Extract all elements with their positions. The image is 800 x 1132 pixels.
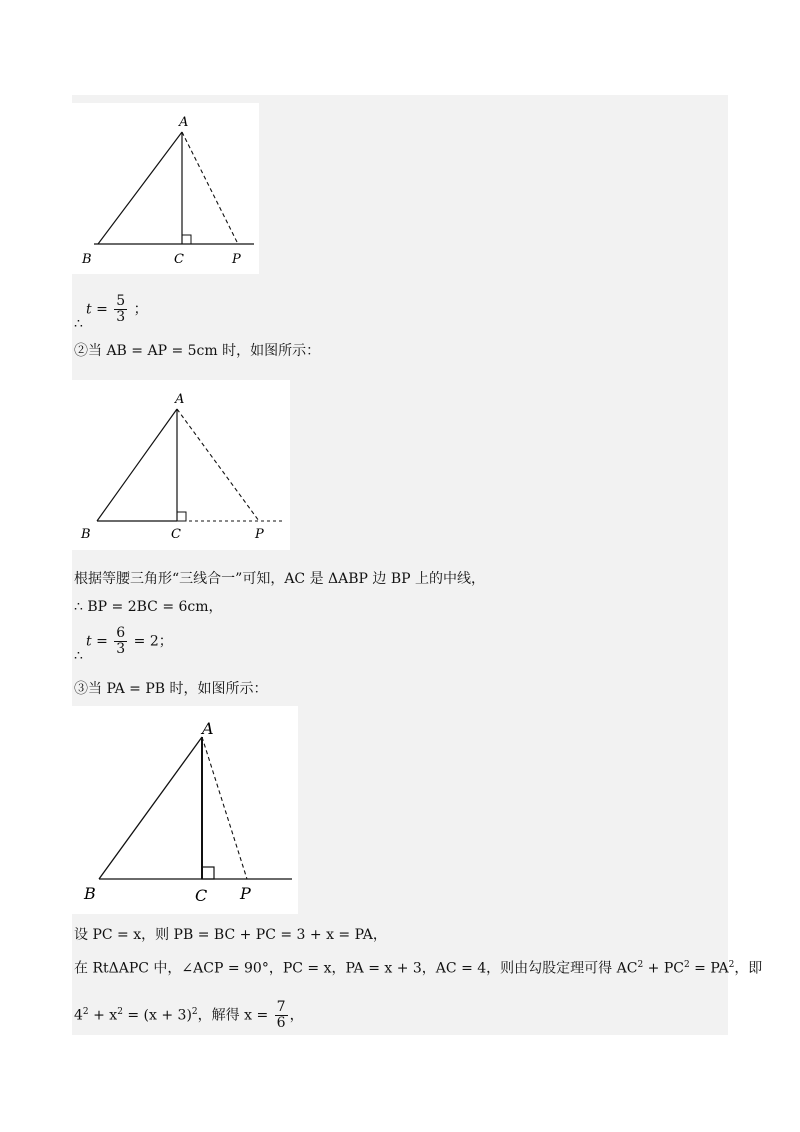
label-p: P [240,884,251,903]
t2-suffix: = 2； [133,633,173,650]
eq-sq3: 2 [191,1006,198,1017]
right-angle-mark [202,867,214,879]
dashed-ap [182,132,238,244]
label-a: A [179,115,189,130]
eq-sq1: 2 [82,1006,89,1017]
rt-sq1: 2 [637,960,644,970]
rt-pre: 在 RtΔAPC 中，∠ACP = 90°，PC = x，PA = x + 3，AC = 4，则由勾股定理可得 AC [74,960,638,977]
reason-line: 根据等腰三角形“三线合一”可知，AC 是 ΔABP 边 BP 上的中线， [74,571,486,587]
side-ab [99,737,202,879]
side-ab [97,409,177,521]
rt-end: ，即 [734,960,763,977]
label-b: B [84,884,96,903]
t2-prefix: t = [86,633,108,650]
label-c: C [174,252,184,267]
case-3-heading: ③当 PA = PB 时，如图所示： [74,681,268,697]
x-num: 7 [276,999,286,1015]
label-p: P [255,527,264,542]
eq-c: = (x + 3) [122,1007,192,1024]
therefore-symbol-1: ∴ [74,316,83,332]
rt-mid: + PC [643,960,684,977]
label-a: A [202,719,214,738]
result-t1 [86,294,148,325]
rt-eq: = PA [689,960,729,977]
eq-b: + x [88,1007,118,1024]
side-ab [98,132,182,244]
eq-end: ， [289,1007,304,1024]
equation-line [74,1000,304,1031]
dashed-ap [202,737,247,879]
label-a: A [175,392,185,407]
rt-triangle-line [74,956,762,978]
figure-1-svg [72,103,259,274]
figure-2 [72,380,290,550]
label-b: B [82,252,92,267]
dashed-ap [177,409,259,521]
t1-den: 3 [116,309,126,325]
t1-fraction [114,294,127,325]
bp-line: ∴ BP = 2BC = 6cm， [74,599,223,615]
t1-num: 5 [116,293,126,309]
figure-3 [72,706,298,914]
t1-prefix: t = [86,301,108,318]
rt-sq2: 2 [683,960,690,970]
x-fraction [275,1000,288,1031]
label-p: P [232,252,241,267]
x-den: 6 [276,1015,286,1031]
t1-suffix: ； [133,301,148,318]
therefore-symbol-2: ∴ [74,648,83,664]
label-c: C [171,527,181,542]
eq-a: 4 [74,1007,83,1024]
figure-3-svg [72,706,298,914]
label-c: C [195,886,208,905]
result-t2 [86,626,173,657]
right-angle-mark [182,235,191,244]
case-2-heading: ②当 AB = AP = 5cm 时，如图所示： [74,343,321,359]
t2-fraction [114,626,127,657]
t2-den: 3 [116,641,126,657]
label-b: B [81,527,91,542]
figure-1 [72,103,259,274]
eq-sq2: 2 [117,1006,123,1017]
figure-2-svg [72,380,290,550]
t2-num: 6 [116,625,126,641]
let-line: 设 PC = x，则 PB = BC + PC = 3 + x = PA， [74,927,387,943]
right-angle-mark [177,512,186,521]
eq-d: ，解得 x = [197,1007,269,1024]
rt-sq3: 2 [728,960,735,970]
